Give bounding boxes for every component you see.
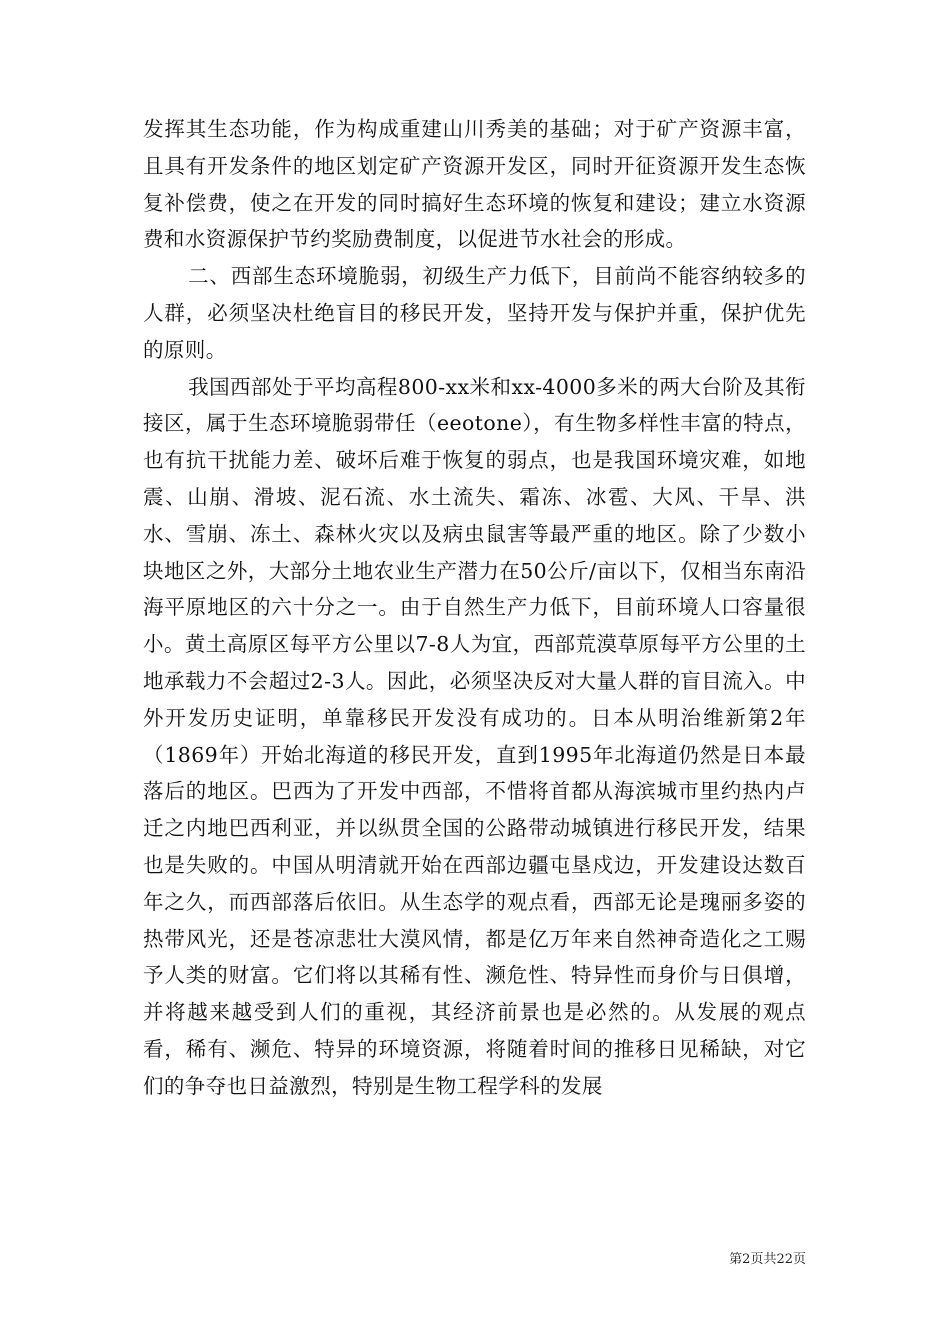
paragraph-continuation: 发挥其生态功能，作为构成重建山川秀美的基础；对于矿产资源丰富，且具有开发条件的地区划定矿产资源开发区，同时开征资源开发生态恢复补偿费，使之在开发的同时搞好生态环境的恢复和建设；建立水资源费和水资源保护节约奖励费制度，以促进节水社会的形成。 (143, 117, 806, 252)
paragraph-main: 我国西部处于平均高程800-xx米和xx-4000多米的两大台阶及其衔接区，属于生态环境脆弱带任（eeotone），有生物多样性丰富的特点，也有抗干扰能力差、破坏后难于恢复的弱点，也是我国环境灾难，如地震、山崩、滑坡、泥石流、水土流失、霜冻、冰雹、大风、干旱、洪水、雪崩、冻土、森林火灾以及病虫鼠害等最严重的地区。除了少数小块地区之外，大部分土地农业生产潜力在50公斤/亩以下，仅相当东南沿海平原地区的六十分之一。由于自然生产力低下，目前环境人口容量很小。黄土高原区每平方公里以7-8人为宜，西部荒漠草原每平方公里的土地承载力不会超过2-3人。因此，必须坚决反对大量人群的盲目流入。中外开发历史证明，单靠移民开发没有成功的。日本从明治维新第2年（1869年）开始北海道的移民开发，直到1995年北海道仍然是日本最落后的地区。巴西为了开发中西部，不惜将首都从海滨城市里约热内卢迁之内地巴西利亚，并以纵贯全国的公路带动城镇进行移民开发，结果也是失败的。中国从明清就开始在西部边疆屯垦戍边，开发建设达数百年之久，而西部落后依旧。从生态学的观点看，西部无论是瑰丽多姿的热带风光，还是苍凉悲壮大漠风情，都是亿万年来自然神奇造化之工赐予人类的财富。它们将以其稀有性、濒危性、特异性而身价与日俱增，并将越来越受到人们的重视，其经济前景也是必然的。从发展的观点看，稀有、濒危、特异的环境资源，将随着时间的推移日见稀缺，对它们的争夺也日益激烈，特别是生物工程学科的发展 (143, 374, 806, 1098)
document-body (143, 111, 806, 1105)
page-number-footer: 第2页共22页 (729, 1252, 806, 1267)
paragraph-section-heading: 二、西部生态环境脆弱，初级生产力低下，目前尚不能容纳较多的人群，必须坚决杜绝盲目的移民开发，坚持开发与保护并重，保护优先的原则。 (143, 264, 806, 362)
